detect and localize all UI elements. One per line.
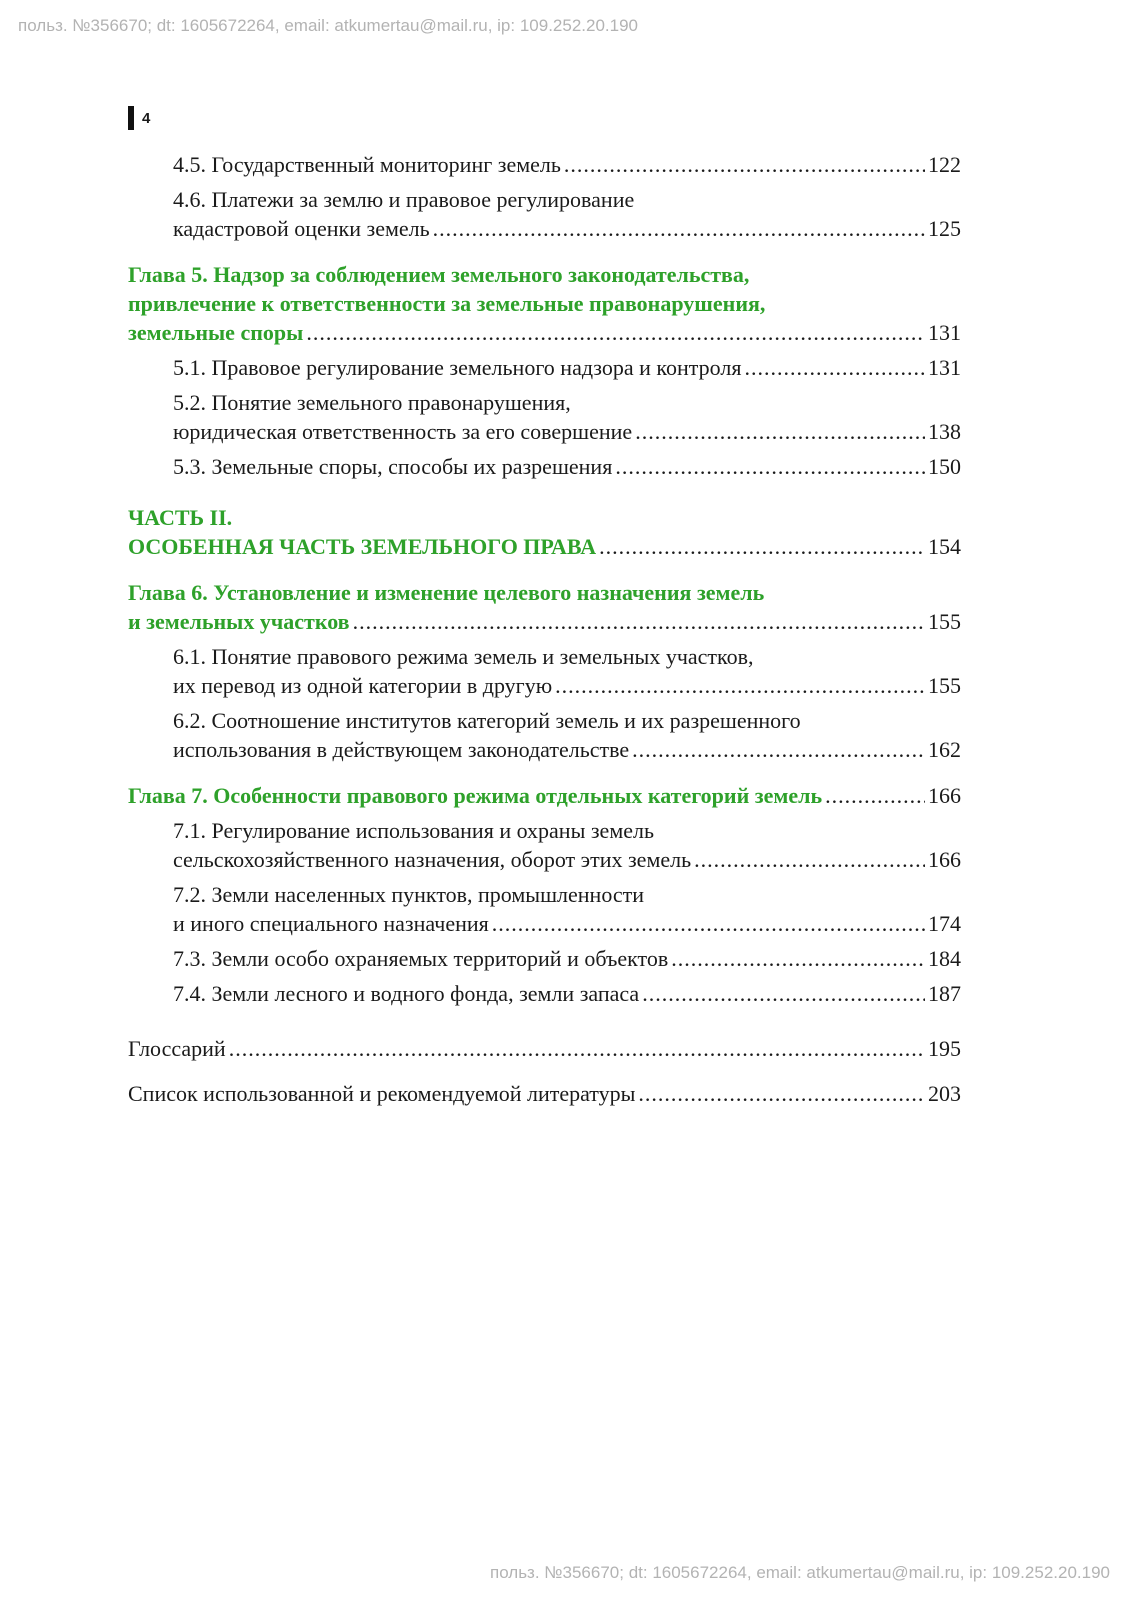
- toc-page-ref: 131: [928, 355, 961, 380]
- toc-entry-title-cont: сельскохозяйственного назначения, оборот этих земель: [173, 847, 692, 872]
- toc-entry-title: 5.1. Правовое регулирование земельного надзора и контроля: [173, 355, 742, 380]
- dot-leader: [642, 979, 925, 1008]
- toc-entry-title: 4.5. Государственный мониторинг земель: [173, 152, 561, 177]
- toc-entry-title: 7.2. Земли населенных пунктов, промышленности: [173, 882, 645, 907]
- toc-glossary[interactable]: [128, 1034, 961, 1063]
- toc-entry-title: 5.2. Понятие земельного правонарушения,: [173, 390, 571, 415]
- dot-leader: [229, 1034, 925, 1063]
- toc-chapter-title-cont: привлечение к ответственности за земельные правонарушения,: [128, 291, 766, 316]
- toc-page-ref: 162: [928, 737, 961, 762]
- toc-entry-title-cont: их перевод из одной категории в другую: [173, 673, 553, 698]
- toc-entry-title: Глоссарий: [128, 1036, 226, 1061]
- toc-chapter-5[interactable]: [128, 260, 961, 347]
- toc-entry-title-cont: и иного специального назначения: [173, 911, 489, 936]
- toc-entry-6-2[interactable]: [128, 706, 961, 764]
- toc-page-ref: 184: [928, 946, 961, 971]
- toc-literature[interactable]: [128, 1079, 961, 1108]
- toc-entry-title: 7.4. Земли лесного и водного фонда, земли запаса: [173, 981, 640, 1006]
- toc-entry-title: 6.1. Понятие правового режима земель и земельных участков,: [173, 644, 754, 669]
- toc-entry-7-3[interactable]: [128, 944, 961, 973]
- toc-entry-title: 7.1. Регулирование использования и охраны земель: [173, 818, 655, 843]
- dot-leader: [564, 150, 925, 179]
- toc-chapter-title: Глава 5. Надзор за соблюдением земельного законодательства,: [128, 262, 750, 287]
- toc-entry-title: 7.3. Земли особо охраняемых территорий и объектов: [173, 946, 669, 971]
- toc-page-ref: 203: [928, 1081, 961, 1106]
- toc-entry-6-1[interactable]: [128, 642, 961, 700]
- toc-entry-title: 5.3. Земельные споры, способы их разрешения: [173, 454, 613, 479]
- dot-leader: [555, 671, 925, 700]
- watermark-bottom: польз. №356670; dt: 1605672264, email: atkumertau@mail.ru, ip: 109.252.20.190: [489, 1563, 1110, 1582]
- toc-entry-7-2[interactable]: [128, 880, 961, 938]
- toc-chapter-title: Глава 6. Установление и изменение целевого назначения земель: [128, 580, 765, 605]
- toc-page-ref: 155: [928, 673, 961, 698]
- toc-entry-7-1[interactable]: [128, 816, 961, 874]
- toc-page-ref: 125: [928, 216, 961, 241]
- toc-page-ref: 166: [928, 783, 961, 808]
- dot-leader: [671, 944, 925, 973]
- toc-part-title: ОСОБЕННАЯ ЧАСТЬ ЗЕМЕЛЬНОГО ПРАВА: [128, 534, 597, 559]
- toc-page-ref: 187: [928, 981, 961, 1006]
- toc-part-label: ЧАСТЬ II.: [128, 505, 233, 530]
- dot-leader: [433, 214, 925, 243]
- dot-leader: [632, 735, 925, 764]
- toc-part-2[interactable]: [128, 503, 961, 561]
- page-bar-mark: [128, 106, 134, 130]
- toc-entry-title: Список использованной и рекомендуемой литературы: [128, 1081, 636, 1106]
- toc-entry-title-cont: использования в действующем законодательстве: [173, 737, 630, 762]
- toc-chapter-6[interactable]: [128, 578, 961, 636]
- toc-page-ref: 174: [928, 911, 961, 936]
- toc-page-ref: 122: [928, 152, 961, 177]
- dot-leader: [353, 607, 925, 636]
- dot-leader: [825, 781, 925, 810]
- dot-leader: [635, 417, 925, 446]
- dot-leader: [638, 1079, 925, 1108]
- toc-page-ref: 150: [928, 454, 961, 479]
- toc-entry-4-6[interactable]: [128, 185, 961, 243]
- toc-entry-title: 6.2. Соотношение институтов категорий земель и их разрешенного: [173, 708, 801, 733]
- toc-chapter-title-cont: земельные споры: [128, 320, 304, 345]
- table-of-contents: [128, 150, 961, 1114]
- toc-page-ref: 154: [928, 534, 961, 559]
- dot-leader: [694, 845, 925, 874]
- dot-leader: [599, 532, 925, 561]
- toc-page-ref: 155: [928, 609, 961, 634]
- toc-page-ref: 195: [928, 1036, 961, 1061]
- toc-entry-5-3[interactable]: [128, 452, 961, 481]
- toc-entry-title-cont: кадастровой оценки земель: [173, 216, 430, 241]
- dot-leader: [615, 452, 925, 481]
- toc-entry-title-cont: юридическая ответственность за его совершение: [173, 419, 633, 444]
- toc-entry-4-5[interactable]: [128, 150, 961, 179]
- toc-entry-5-2[interactable]: [128, 388, 961, 446]
- dot-leader: [492, 909, 925, 938]
- page-number: 4: [142, 109, 151, 127]
- page-marker: [128, 106, 150, 130]
- toc-entry-7-4[interactable]: [128, 979, 961, 1008]
- dot-leader: [744, 353, 925, 382]
- toc-chapter-title-cont: и земельных участков: [128, 609, 350, 634]
- toc-page-ref: 131: [928, 320, 961, 345]
- toc-page-ref: 166: [928, 847, 961, 872]
- toc-page-ref: 138: [928, 419, 961, 444]
- watermark-top: польз. №356670; dt: 1605672264, email: atkumertau@mail.ru, ip: 109.252.20.190: [18, 16, 639, 35]
- toc-chapter-title: Глава 7. Особенности правового режима отдельных категорий земель: [128, 783, 823, 808]
- toc-entry-5-1[interactable]: [128, 353, 961, 382]
- toc-chapter-7[interactable]: [128, 781, 961, 810]
- toc-entry-title: 4.6. Платежи за землю и правовое регулирование: [173, 187, 635, 212]
- dot-leader: [306, 318, 925, 347]
